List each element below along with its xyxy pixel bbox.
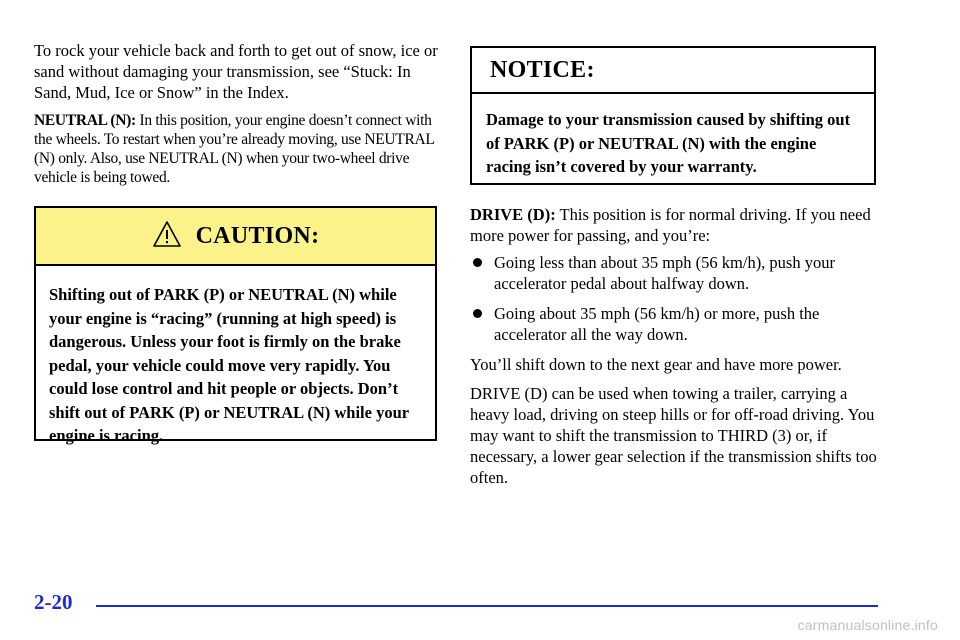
list-item	[470, 252, 878, 294]
towing-paragraph: DRIVE (D) can be used when towing a trailer, carrying a heavy load, driving on steep hills or for off-road driving. You may want to shift the transmission to THIRD (3) or, if necessary, a lower gear selection if the transmission shifts too often.	[470, 384, 877, 487]
footer-rule	[96, 605, 878, 607]
watermark: carmanualsonline.info	[797, 617, 938, 633]
right-column	[470, 46, 878, 488]
neutral-heading: NEUTRAL (N):	[34, 112, 136, 129]
page-number: 2-20	[34, 590, 73, 614]
drive-text: This position is for normal driving. If you need more power for passing, and you’re:	[470, 205, 871, 245]
drive-section	[470, 204, 878, 488]
drive-paragraph	[470, 204, 878, 246]
notice-title: NOTICE:	[490, 56, 595, 83]
left-column	[34, 40, 440, 187]
caution-header	[36, 208, 435, 266]
stuck-paragraph: To rock your vehicle back and forth to get out of snow, ice or sand without damaging your transmission, see “Stuck: In Sand, Mud, Ice or Snow” in the Index.	[34, 41, 438, 102]
drive-bullet-list	[470, 252, 878, 345]
bullet-text: Going less than about 35 mph (56 km/h), push your accelerator pedal about halfway down.	[494, 253, 835, 293]
caution-title: CAUTION:	[195, 222, 320, 249]
caution-body: Shifting out of PARK (P) or NEUTRAL (N) while your engine is “racing” (running at high speed) is dangerous. Unless your foot is firmly on the brake pedal, your vehicle could move very rapidly. You could lose control and hit people or objects. Don’t shift out of PARK (P) or NEUTRAL (N) while your engine is racing.	[49, 285, 409, 445]
neutral-text: In this position, your engine doesn’t connect with the wheels. To restart when you’re already moving, use NEUTRAL (N) only. Also, use NEUTRAL (N) when your two-wheel drive vehicle is being towed.	[34, 112, 434, 186]
notice-header	[472, 48, 874, 94]
bullet-icon	[473, 309, 482, 318]
neutral-paragraph	[34, 111, 440, 187]
warning-triangle-icon	[152, 220, 182, 248]
bullet-icon	[473, 258, 482, 267]
list-item	[470, 303, 878, 345]
drive-heading: DRIVE (D):	[470, 205, 556, 224]
notice-box	[470, 46, 876, 185]
shift-down-paragraph: You’ll shift down to the next gear and have more power.	[470, 355, 842, 374]
bullet-text: Going about 35 mph (56 km/h) or more, push the accelerator all the way down.	[494, 304, 820, 344]
notice-body: Damage to your transmission caused by shifting out of PARK (P) or NEUTRAL (N) with the engine racing isn’t covered by your warranty.	[486, 110, 851, 176]
caution-box	[34, 206, 437, 445]
